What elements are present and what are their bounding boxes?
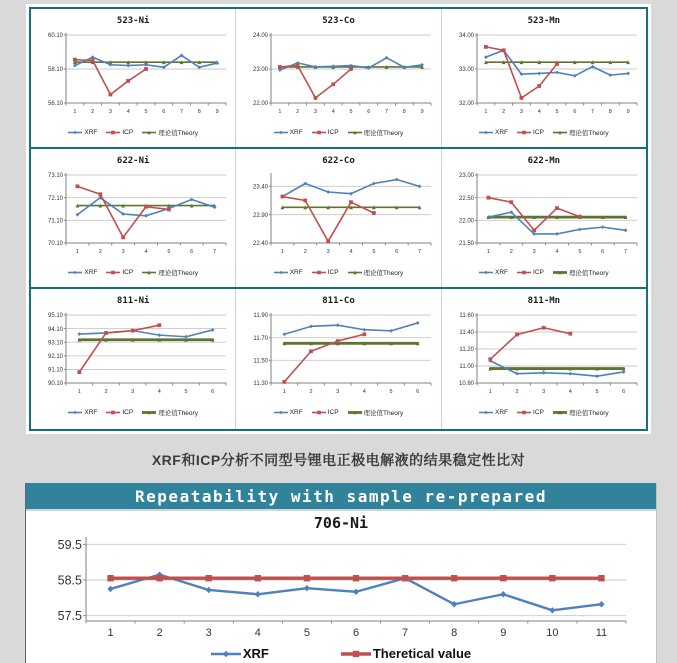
svg-text:92.10: 92.10 [48,353,64,360]
svg-text:2: 2 [91,109,95,115]
legend-item-icp [312,129,339,136]
svg-text:2: 2 [98,249,102,255]
legend-label: Theretical value [372,646,472,661]
legend-label: 理论值Theory [568,270,609,277]
svg-text:6: 6 [416,389,420,395]
svg-text:5: 5 [389,389,394,395]
legend-item-xrf [274,129,303,136]
legend-label: ICP [327,129,339,136]
svg-text:22.00: 22.00 [253,101,269,108]
legend-label: XRF [84,129,98,136]
legend-label: ICP [327,269,339,276]
svg-text:2: 2 [156,627,163,639]
svg-text:5: 5 [555,109,559,115]
svg-text:1: 1 [76,249,80,255]
svg-text:5: 5 [578,249,582,255]
svg-text:3: 3 [121,249,125,255]
chart-legend [479,268,609,277]
svg-text:11.00: 11.00 [459,364,474,371]
svg-text:6: 6 [190,249,194,255]
grid-caption: XRF和ICP分析不同型号锂电正极电解液的结果稳定性比对 [151,452,526,468]
svg-text:23.00: 23.00 [458,173,474,180]
svg-text:5: 5 [303,627,310,639]
svg-text:93.10: 93.10 [48,340,64,347]
legend-label: ICP [122,269,134,276]
svg-text:1: 1 [486,249,490,255]
svg-text:3: 3 [541,389,546,395]
svg-text:22.90: 22.90 [253,212,269,219]
legend-item-icp [517,269,544,276]
legend-item-xrf [479,129,508,136]
chart-legend [68,128,198,137]
svg-text:7: 7 [180,109,184,115]
svg-text:1: 1 [278,109,282,115]
legend-item-thereticalvalue [341,646,471,661]
svg-text:1: 1 [283,389,287,395]
chart-706-ni [26,511,656,661]
legend-label: ICP [122,129,134,136]
chart-legend [274,268,404,277]
chart-811-co [236,289,441,429]
svg-text:2: 2 [296,109,300,115]
svg-text:6: 6 [352,627,360,639]
chart-title: 706-Ni [313,514,369,532]
svg-text:8: 8 [403,109,407,115]
chart-523-ni [31,9,236,147]
legend-label: 理论值Theory [363,130,404,137]
chart-title: 523-Mn [527,16,561,26]
svg-text:5: 5 [184,389,188,395]
legend-item-xrf [68,409,97,416]
svg-text:5: 5 [372,249,376,255]
svg-text:8: 8 [197,109,202,115]
legend-item-xrf [274,269,303,276]
grid-row-523 [31,9,646,149]
svg-text:2: 2 [104,389,108,395]
chart-title: 523-Ni [116,16,150,26]
svg-text:11.40: 11.40 [459,330,474,337]
chart-legend [479,128,609,137]
svg-text:8: 8 [451,627,458,639]
svg-text:4: 4 [555,249,559,255]
legend-item-theory [142,128,198,137]
chart-811-ni [31,289,236,429]
svg-text:4: 4 [349,249,354,255]
legend-item-theory [348,408,404,417]
svg-text:3: 3 [314,109,318,115]
grid-row-811 [31,289,646,429]
legend-label: XRF [289,129,303,136]
svg-text:6: 6 [395,249,399,255]
svg-text:4: 4 [126,109,130,115]
svg-text:33.00: 33.00 [458,67,474,74]
svg-text:4: 4 [537,109,541,115]
legend-label: ICP [533,269,544,276]
legend-item-theory [348,128,404,137]
svg-text:60.10: 60.10 [48,33,64,40]
legend-label: 理论值Theory [363,270,404,277]
legend-label: ICP [327,409,339,416]
svg-text:6: 6 [211,389,215,395]
svg-text:6: 6 [621,389,626,395]
svg-text:1: 1 [488,389,492,395]
chart-title: 811-Mn [527,296,561,306]
legend-item-theory [142,268,198,277]
svg-text:22.50: 22.50 [458,195,474,202]
chart-523-mn [442,9,646,147]
legend-label: 理论值Theory [568,410,609,417]
svg-text:10: 10 [546,627,559,639]
svg-text:24.00: 24.00 [253,33,269,40]
legend-label: XRF [495,129,509,136]
chart-title: 622-Co [322,156,355,166]
svg-text:5: 5 [167,249,171,255]
svg-text:71.10: 71.10 [48,218,64,225]
svg-text:34.00: 34.00 [458,33,474,40]
svg-text:57.5: 57.5 [57,609,82,624]
svg-text:56.10: 56.10 [48,101,64,108]
chart-legend [68,268,198,277]
chart-legend [274,408,404,417]
svg-text:1: 1 [281,249,285,255]
svg-text:11.50: 11.50 [253,358,269,365]
svg-text:90.10: 90.10 [48,381,64,388]
svg-text:3: 3 [336,389,340,395]
svg-text:6: 6 [573,109,577,115]
svg-text:8: 8 [608,109,612,115]
svg-text:2: 2 [515,389,519,395]
legend-label: 理论值Theory [158,270,198,277]
svg-text:7: 7 [213,249,217,255]
svg-text:6: 6 [600,249,605,255]
section-header-label: Repeatability with sample re-prepared [135,486,547,506]
svg-text:4: 4 [157,389,162,395]
chart-legend [211,646,471,661]
svg-text:4: 4 [568,389,572,395]
svg-text:3: 3 [131,389,135,395]
svg-text:11.60: 11.60 [459,313,474,320]
legend-label: XRF [289,409,303,416]
legend-item-theory [553,128,609,137]
svg-text:22.40: 22.40 [253,241,269,248]
legend-label: XRF [495,269,509,276]
legend-label: 理论值Theory [568,130,609,137]
chart-legend [479,408,609,417]
svg-text:3: 3 [205,627,212,639]
legend-item-theory [142,408,198,417]
chart-622-ni [31,149,236,287]
chart-622-co [236,149,441,287]
legend-item-icp [106,129,133,136]
svg-text:73.10: 73.10 [48,173,64,180]
svg-text:4: 4 [254,627,261,639]
svg-text:1: 1 [73,109,77,115]
chart-title: 811-Co [322,296,355,306]
svg-text:5: 5 [349,109,354,115]
chart-title: 622-Ni [116,156,150,166]
legend-label: XRF [84,269,98,276]
svg-text:4: 4 [363,389,367,395]
svg-text:7: 7 [385,109,389,115]
svg-text:70.10: 70.10 [48,241,64,248]
svg-text:9: 9 [215,109,219,115]
legend-item-xrf [274,409,303,416]
svg-text:59.5: 59.5 [57,537,82,552]
svg-text:72.10: 72.10 [48,195,64,202]
legend-item-icp [106,409,133,416]
svg-text:58.5: 58.5 [57,573,82,588]
chart-title: 811-Ni [116,296,150,306]
svg-text:9: 9 [626,109,630,115]
legend-item-icp [312,269,339,276]
svg-text:23.40: 23.40 [253,184,269,191]
svg-text:94.10: 94.10 [48,326,64,333]
svg-text:7: 7 [418,249,422,255]
svg-text:9: 9 [421,109,425,115]
svg-text:11.70: 11.70 [253,335,269,342]
legend-label: XRF [495,409,509,416]
svg-text:5: 5 [595,389,599,395]
legend-item-icp [106,269,133,276]
svg-text:7: 7 [590,109,594,115]
svg-text:7: 7 [623,249,627,255]
legend-item-xrf [68,129,97,136]
svg-text:4: 4 [332,109,336,115]
svg-text:3: 3 [109,109,113,115]
legend-item-icp [517,129,544,136]
chart-523-co [236,9,441,147]
legend-item-theory [553,268,609,277]
legend-label: 理论值Theory [158,410,198,417]
svg-text:2: 2 [509,249,513,255]
svg-text:3: 3 [327,249,331,255]
svg-text:4: 4 [144,249,148,255]
svg-text:11.20: 11.20 [459,347,474,354]
legend-item-theory [348,268,404,277]
svg-text:9: 9 [500,627,507,639]
chart-title: 622-Mn [527,156,561,166]
svg-text:32.00: 32.00 [458,101,474,108]
svg-text:11: 11 [595,627,608,639]
svg-text:2: 2 [309,389,314,395]
svg-text:23.00: 23.00 [253,67,269,74]
legend-label: XRF [289,269,303,276]
legend-item-xrf [479,409,508,416]
svg-text:21.50: 21.50 [458,241,474,248]
repeatability-panel [25,483,657,663]
legend-item-xrf [211,646,269,661]
svg-text:10.80: 10.80 [458,381,474,388]
svg-text:11.90: 11.90 [253,313,269,320]
chart-title: 523-Co [322,16,355,26]
section-header [26,483,656,511]
legend-item-icp [312,409,339,416]
legend-label: 理论值Theory [158,130,198,137]
svg-text:6: 6 [367,109,371,115]
svg-text:2: 2 [501,109,506,115]
svg-text:1: 1 [77,389,82,395]
svg-text:22.00: 22.00 [458,218,474,225]
legend-label: ICP [122,409,134,416]
svg-text:1: 1 [107,627,114,639]
legend-item-xrf [479,269,508,276]
svg-text:95.10: 95.10 [48,313,64,320]
chart-legend [68,408,198,417]
svg-text:5: 5 [144,109,148,115]
svg-text:58.10: 58.10 [48,67,64,74]
svg-text:3: 3 [519,109,523,115]
svg-text:2: 2 [304,249,308,255]
chart-622-mn [442,149,646,287]
legend-item-xrf [68,269,97,276]
legend-label: XRF [84,409,98,416]
legend-item-icp [517,409,544,416]
comparison-grid-panel [29,7,648,431]
legend-label: ICP [533,129,544,136]
legend-label: 理论值Theory [363,410,404,417]
svg-text:6: 6 [162,109,166,115]
svg-text:7: 7 [402,627,409,639]
svg-text:91.10: 91.10 [48,367,64,374]
legend-label: ICP [533,409,544,416]
svg-text:3: 3 [532,249,536,255]
legend-item-theory [553,408,609,417]
chart-811-mn [442,289,646,429]
grid-row-622 [31,149,646,289]
svg-text:11.30: 11.30 [253,381,269,388]
chart-legend [274,128,404,137]
legend-label: XRF [242,646,269,661]
svg-text:1: 1 [484,109,488,115]
